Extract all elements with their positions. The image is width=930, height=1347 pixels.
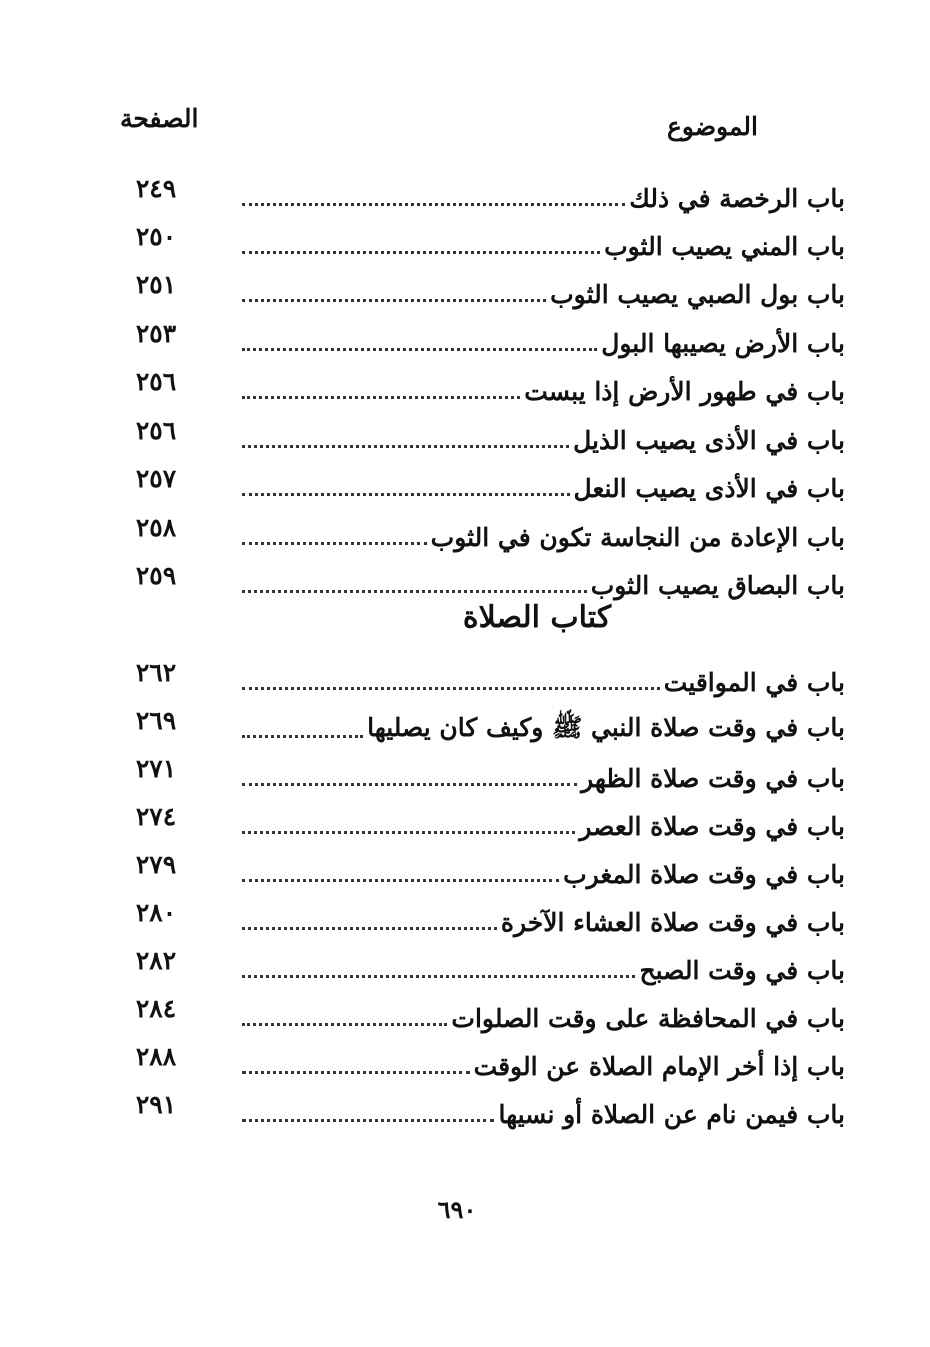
toc-entry-title: باب الرخصة في ذلك: [629, 183, 845, 213]
toc-entry: [120, 463, 845, 508]
toc-entry: [120, 1089, 845, 1134]
toc-entry: [120, 269, 845, 314]
toc-entry: [120, 415, 845, 460]
toc-entry-title: باب البصاق يصيب الثوب: [590, 570, 845, 600]
toc-entry-page: ٢٥١: [135, 269, 177, 299]
toc-entry-page: ٢٨٨: [135, 1041, 177, 1071]
toc-entry-title: باب في طهور الأرض إذا يبست: [524, 376, 845, 406]
leader-dots: [242, 1119, 494, 1122]
toc-entry-page: ٢٥٩: [135, 560, 177, 590]
toc-entry: [120, 705, 845, 750]
leader-dots: [242, 879, 559, 882]
toc-entry-title: باب الأرض يصيبها البول: [601, 328, 845, 358]
leader-dots: [242, 299, 546, 302]
leader-dots: [242, 396, 520, 399]
toc-entry: [120, 221, 845, 266]
toc-entry-page: ٢٧١: [135, 753, 177, 783]
toc-entry: [120, 318, 845, 363]
toc-entry: [120, 801, 845, 846]
toc-entry-page: ٢٦٩: [135, 705, 177, 735]
leader-dots: [242, 445, 569, 448]
toc-entry-title: باب الإعادة من النجاسة تكون في الثوب: [430, 522, 845, 552]
toc-entry-title: باب في المواقيت: [663, 667, 845, 697]
toc-entry-page: ٢٨٤: [135, 993, 177, 1023]
leader-dots: [242, 1071, 470, 1074]
toc-entry-page: ٢٦٢: [135, 657, 177, 687]
toc-entry-page: ٢٤٩: [135, 173, 177, 203]
leader-dots: [242, 590, 587, 593]
toc-entry-page: ٢٧٩: [135, 849, 177, 879]
toc-entry-page: ٢٥٨: [135, 512, 177, 542]
leader-dots: [242, 493, 570, 496]
leader-dots: [242, 251, 600, 254]
leader-dots: [242, 203, 625, 206]
toc-entry-page: ٢٥٦: [135, 415, 177, 445]
leader-dots: [242, 783, 577, 786]
toc-entry-title: باب بول الصبي يصيب الثوب: [550, 279, 845, 309]
section-heading: [0, 600, 930, 635]
toc-entry: [120, 753, 845, 798]
toc-entry: [120, 366, 845, 411]
section-title: كتاب الصلاة: [462, 600, 612, 635]
toc-entry-page: ٢٨٠: [135, 897, 177, 927]
toc-entry-page: ٢٨٢: [135, 945, 177, 975]
leader-dots: [242, 542, 427, 545]
leader-dots: [242, 831, 575, 834]
leader-dots: [242, 348, 597, 351]
toc-entry: [120, 173, 845, 218]
toc-entry-title: باب في المحافظة على وقت الصلوات: [451, 1003, 845, 1033]
topic-column-header: الموضوع: [667, 112, 758, 141]
toc-entry-page: ٢٥٦: [135, 366, 177, 396]
leader-dots: [242, 927, 497, 930]
toc-entry-title: باب في الأذى يصيب الذيل: [573, 425, 845, 455]
toc-entry-title: باب في وقت صلاة الظهر: [581, 763, 845, 793]
toc-entry: [120, 945, 845, 990]
toc-entry: [120, 512, 845, 557]
page-column-header: الصفحة: [120, 104, 199, 133]
toc-entry-page: ٢٥٠: [135, 221, 177, 251]
toc-entry-page: ٢٩١: [135, 1089, 177, 1119]
toc-entry-title: باب إذا أخر الإمام الصلاة عن الوقت: [473, 1051, 845, 1081]
toc-entry-title: باب في وقت صلاة المغرب: [563, 859, 845, 889]
toc-entry: [120, 849, 845, 894]
toc-entry: [120, 1041, 845, 1086]
toc-entry-page: ٢٥٣: [135, 318, 177, 348]
toc-entry: [120, 993, 845, 1038]
page-footer: [0, 1195, 930, 1224]
toc-entry-title: باب في وقت الصبح: [639, 955, 845, 985]
toc-entry-title: باب فيمن نام عن الصلاة أو نسيها: [498, 1099, 845, 1129]
leader-dots: [242, 975, 635, 978]
toc-entry-page: ٢٥٧: [135, 463, 177, 493]
toc-entry-page: ٢٧٤: [135, 801, 177, 831]
toc-entry-title: باب في وقت صلاة العصر: [579, 811, 845, 841]
leader-dots: [242, 687, 660, 690]
toc-entry-title: باب في وقت صلاة النبي ﷺ وكيف كان يصليها: [367, 712, 845, 742]
leader-dots: [242, 735, 363, 738]
page-number: ٦٩٠: [437, 1195, 477, 1224]
toc-entry: [120, 657, 845, 702]
toc-entry: [120, 560, 845, 605]
toc-entry-title: باب في وقت صلاة العشاء الآخرة: [500, 907, 845, 937]
toc-entry-title: باب المني يصيب الثوب: [604, 231, 845, 261]
toc-entry: [120, 897, 845, 942]
toc-entry-title: باب في الأذى يصيب النعل: [573, 473, 845, 503]
leader-dots: [242, 1023, 447, 1026]
